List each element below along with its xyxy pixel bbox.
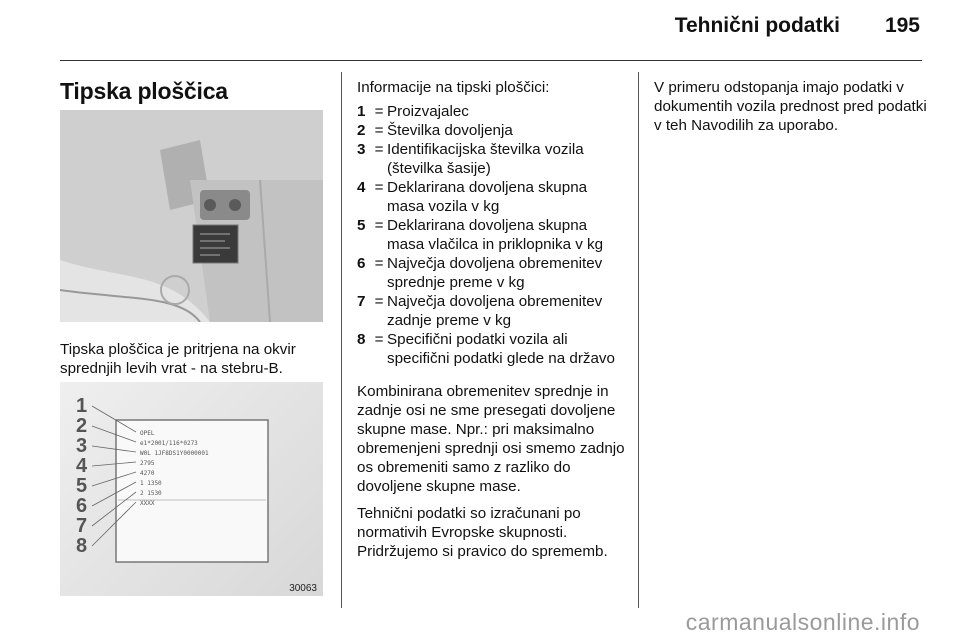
svg-text:XXXX: XXXX (140, 500, 155, 507)
info-item (357, 216, 625, 254)
b-pillar-illustration (60, 110, 323, 322)
svg-text:2795: 2795 (140, 460, 155, 467)
page-header-title: Tehnični podatki (674, 14, 840, 37)
info-item (357, 292, 625, 330)
photo-caption: Tipska ploščica je pritrjena na okvir sprednjih levih vrat - na stebru-B. (60, 341, 296, 377)
info-item (357, 254, 625, 292)
info-paragraph-1: Kombinirana obremenitev sprednje in zadnje osi ne sme presegati dovoljene skupne mase. Npr.: pri maksimalno obremenjeni sprednji osi smemo zadnjo os obremeniti samo z razliko do dovoljene skupne mase. (357, 383, 625, 495)
info-item-text: Številka dovoljenja (387, 122, 513, 139)
info-item (357, 178, 625, 216)
info-item-equals: = (374, 103, 384, 120)
info-item-equals: = (374, 122, 384, 139)
plate-callout-number: 4 (76, 455, 88, 477)
plate-callout-number: 2 (76, 415, 88, 437)
info-item-equals: = (374, 255, 384, 272)
info-item-equals: = (374, 331, 384, 348)
svg-text:1 1350: 1 1350 (140, 480, 162, 487)
info-item-equals: = (374, 217, 384, 234)
column-divider-1 (341, 72, 342, 608)
info-item-text: Identifikacijska številka vozila (številka šasije) (387, 141, 584, 177)
type-plate-drawing (60, 382, 323, 596)
plate-brand: OPEL (140, 430, 155, 437)
info-intro: Informacije na tipski ploščici: (357, 79, 550, 96)
plate-callout-number: 7 (76, 515, 88, 537)
info-item (357, 121, 625, 140)
info-item-number: 3 (357, 141, 366, 158)
section-title: Tipska ploščica (60, 78, 228, 104)
svg-text:4270: 4270 (140, 470, 155, 477)
note-paragraph: V primeru odstopanja imajo podatki v dokumentih vozila prednost pred podatki v teh Navodilih za uporabo. (654, 79, 927, 134)
info-item-text: Specifični podatki vozila ali specifični podatki glede na državo (387, 331, 615, 367)
info-item-equals: = (374, 293, 384, 310)
page-number: 195 (884, 14, 920, 37)
column-divider-2 (638, 72, 639, 608)
info-item-equals: = (374, 141, 384, 158)
info-item-number: 7 (357, 293, 366, 310)
svg-text:W0L 1JF8DS1Y0000001: W0L 1JF8DS1Y0000001 (140, 450, 209, 457)
header-rule (60, 60, 922, 61)
note-column (654, 78, 929, 135)
info-item-number: 6 (357, 255, 366, 272)
info-item-number: 8 (357, 331, 366, 348)
plate-callout-number: 8 (76, 535, 88, 557)
info-item-text: Deklarirana dovoljena skupna masa vozila v kg (387, 179, 588, 215)
info-item-equals: = (374, 179, 384, 196)
watermark: carmanualsonline.info (685, 609, 920, 635)
plate-callout-number: 3 (76, 435, 88, 457)
info-item-number: 1 (357, 103, 366, 120)
plate-callout-number: 1 (76, 395, 88, 417)
info-item-text: Največja dovoljena obremenitev zadnje preme v kg (387, 293, 603, 329)
plate-callout-number: 5 (76, 475, 88, 497)
b-pillar-photo (60, 110, 323, 322)
info-item-text: Proizvajalec (387, 103, 469, 120)
svg-text:2 1530: 2 1530 (140, 490, 162, 497)
plate-callout-number: 6 (76, 495, 88, 517)
info-list (357, 102, 625, 368)
info-item (357, 102, 625, 121)
info-paragraph-2: Tehnični podatki so izračunani po normativih Evropske skupnosti. Pridržujemo si pravico do sprememb. (357, 505, 608, 560)
svg-text:e1*2001/116*0273: e1*2001/116*0273 (140, 440, 198, 447)
info-item-text: Deklarirana dovoljena skupna masa vlačilca in priklopnika v kg (387, 217, 604, 253)
info-item (357, 330, 625, 368)
info-item-number: 2 (357, 122, 366, 139)
info-item-number: 5 (357, 217, 366, 234)
info-item-number: 4 (357, 179, 366, 196)
figure-code: 30063 (289, 583, 317, 594)
type-plate-illustration (60, 382, 323, 596)
info-item (357, 140, 625, 178)
info-column (357, 78, 625, 561)
info-item-text: Največja dovoljena obremenitev sprednje preme v kg (387, 255, 603, 291)
